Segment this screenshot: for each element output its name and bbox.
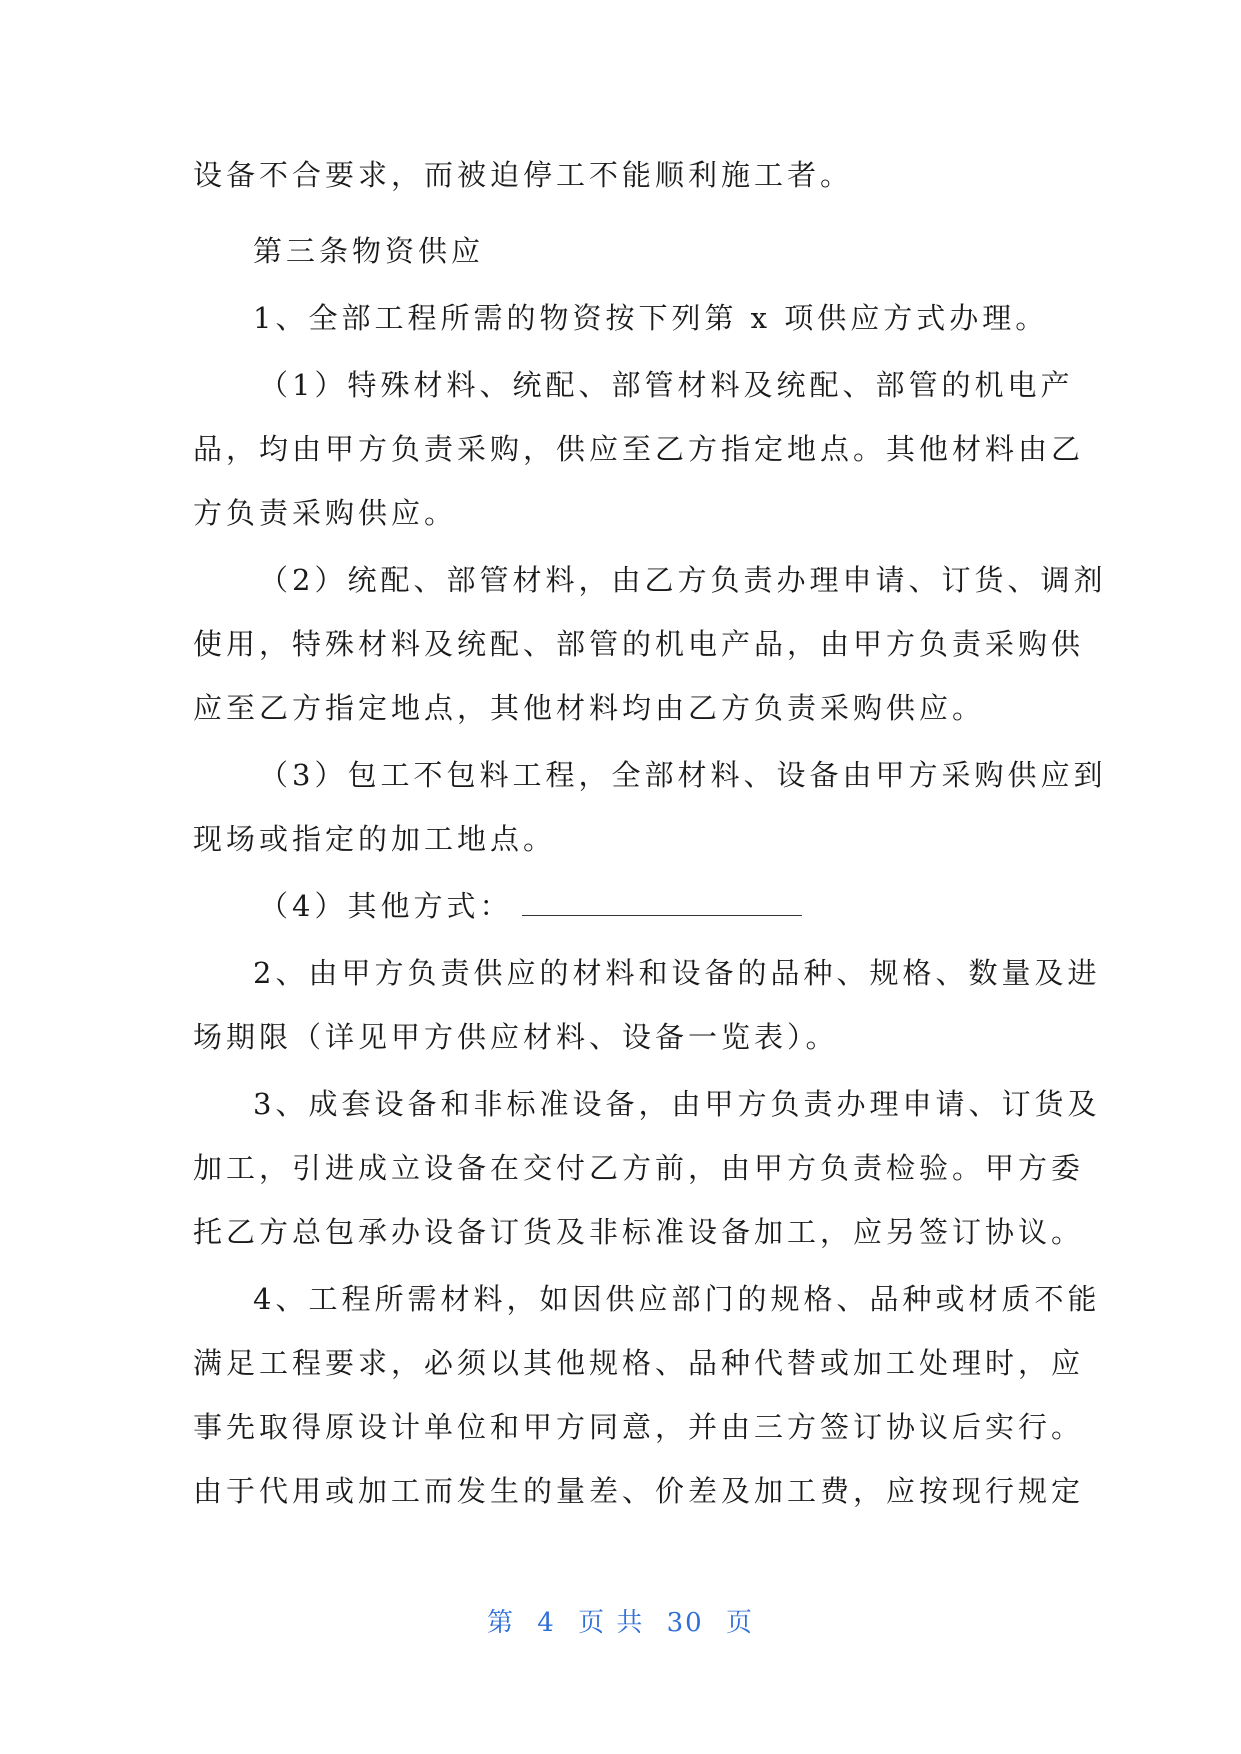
text-line: 1、全部工程所需的物资按下列第 x 项供应方式办理。: [253, 301, 1049, 335]
current-page-number: 4: [537, 1608, 556, 1638]
text-line: 场期限（详见甲方供应材料、设备一览表）。: [193, 1020, 839, 1054]
text-line: 方负责采购供应。: [193, 496, 458, 530]
text-line: （3）包工不包料工程，全部材料、设备由甲方采购供应到: [259, 758, 1107, 792]
text-line: 品，均由甲方负责采购，供应至乙方指定地点。其他材料由乙: [193, 432, 1085, 466]
text-line: 由于代用或加工而发生的量差、价差及加工费，应按现行规定: [193, 1474, 1085, 1508]
footer-suffix: 页: [725, 1608, 754, 1638]
section-heading: 第三条物资供应: [253, 234, 485, 268]
other-method-label: （4）其他方式：: [259, 889, 513, 923]
text-line: 托乙方总包承办设备订货及非标准设备加工，应另签订协议。: [193, 1215, 1085, 1249]
text-line: 事先取得原设计单位和甲方同意，并由三方签订协议后实行。: [193, 1410, 1085, 1444]
total-page-count: 30: [666, 1608, 704, 1638]
text-line: 2、由甲方负责供应的材料和设备的品种、规格、数量及进: [253, 956, 1101, 990]
fill-in-blank-line: [522, 887, 802, 916]
text-line: （1）特殊材料、统配、部管材料及统配、部管的机电产: [259, 368, 1074, 402]
text-line: （2）统配、部管材料，由乙方负责办理申请、订货、调剂: [259, 563, 1107, 597]
footer-middle: 页 共: [578, 1608, 645, 1638]
text-line: 现场或指定的加工地点。: [193, 822, 557, 856]
text-line-with-blank: [259, 886, 802, 926]
text-line: 3、成套设备和非标准设备，由甲方负责办理申请、订货及: [253, 1087, 1101, 1121]
text-line: 加工，引进成立设备在交付乙方前，由甲方负责检验。甲方委: [193, 1151, 1085, 1185]
text-line: 使用，特殊材料及统配、部管的机电产品，由甲方负责采购供: [193, 627, 1085, 661]
text-line: 设备不合要求，而被迫停工不能顺利施工者。: [193, 158, 854, 192]
page-footer: [0, 1602, 1241, 1639]
text-line: 4、工程所需材料，如因供应部门的规格、品种或材质不能: [253, 1282, 1101, 1316]
footer-prefix: 第: [487, 1608, 516, 1638]
text-line: 满足工程要求，必须以其他规格、品种代替或加工处理时，应: [193, 1346, 1085, 1380]
text-line: 应至乙方指定地点，其他材料均由乙方负责采购供应。: [193, 691, 986, 725]
